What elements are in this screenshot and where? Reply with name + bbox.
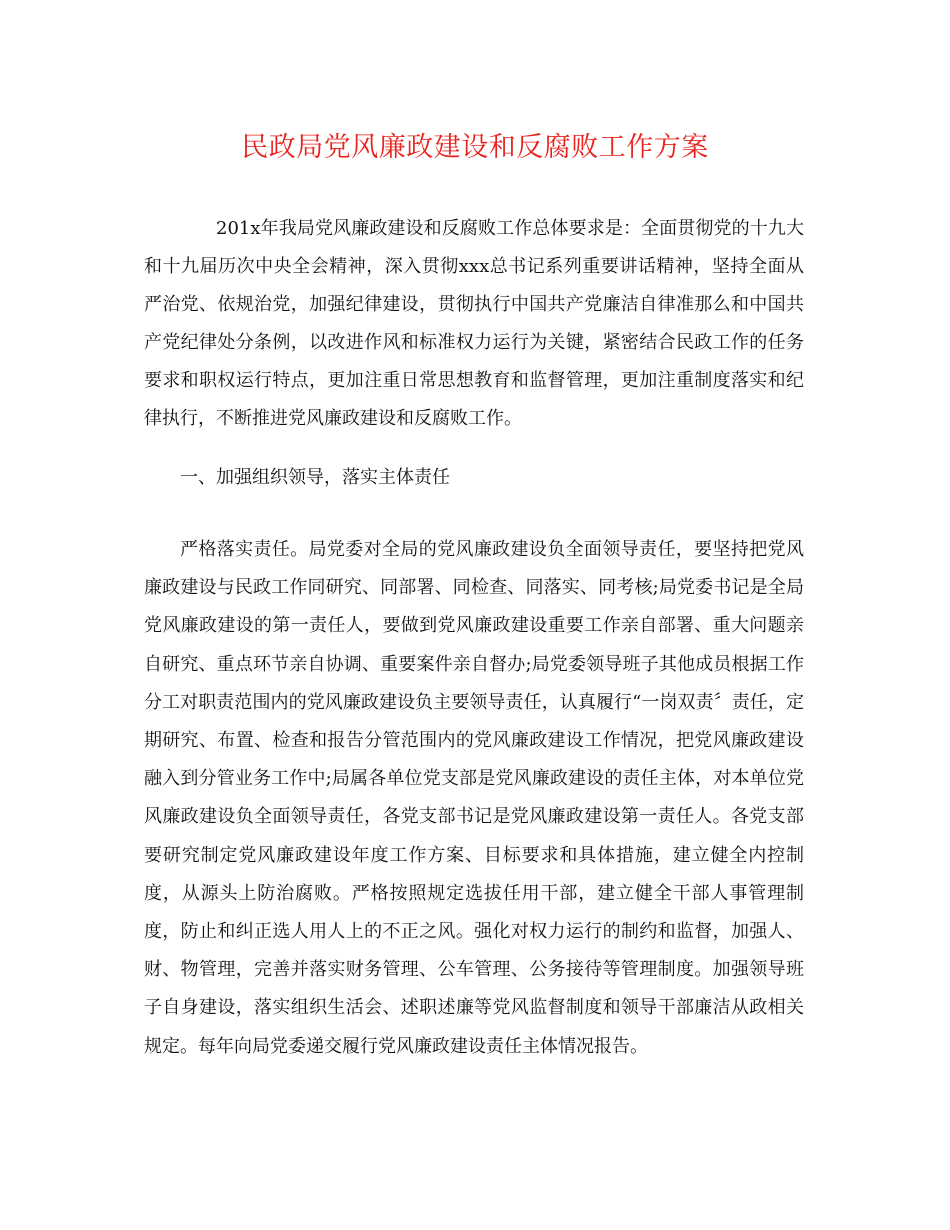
document-title: 民政局党风廉政建设和反腐败工作方案: [241, 132, 709, 163]
intro-paragraph: 201x年我局党风廉政建设和反腐败工作总体要求是：全面贯彻党的十九大和十九届历次中央全会精神，深入贯彻xxx总书记系列重要讲话精神，坚持全面从严治党、依规治党，加强纪律建设，贯彻执行中国共产党廉洁自律准那么和中国共产党纪律处分条例，以改进作风和标准权力运行为关键，紧密结合民政工作的任务要求和职权运行特点，更加注重日常思想教育和监督管理，更加注重制度落实和纪律执行，不断推进党风廉政建设和反腐败工作。: [144, 218, 804, 429]
section-body-paragraph: 严格落实责任。局党委对全局的党风廉政建设负全面领导责任，要坚持把党风廉政建设与民政工作同研究、同部署、同检查、同落实、同考核;局党委书记是全局党风廉政建设的第一责任人，要做到党风廉政建设重要工作亲自部署、重大问题亲自研究、重点环节亲自协调、重要案件亲自督办;局党委领导班子其他成员根据工作分工对职责范围内的党风廉政建设负主要领导责任，认真履行“一岗双责〞责任，定期研究、布置、检查和报告分管范围内的党风廉政建设工作情况，把党风廉政建设融入到分管业务工作中;局属各单位党支部是党风廉政建设的责任主体，对本单位党风廉政建设负全面领导责任，各党支部书记是党风廉政建设第一责任人。各党支部要研究制定党风廉政建设年度工作方案、目标要求和具体措施，建立健全内控制度，从源头上防治腐败。严格按照规定选拔任用干部，建立健全干部人事管理制度，防止和纠正选人用人上的不正之风。强化对权力运行的制约和监督，加强人、财、物管理，完善并落实财务管理、公车管理、公务接待等管理制度。加强领导班子自身建设，落实组织生活会、述职述廉等党风监督制度和领导干部廉洁从政相关规定。每年向局党委递交履行党风廉政建设责任主体情况报告。: [144, 539, 804, 1057]
section-heading: 一、加强组织领导，落实主体责任: [180, 467, 450, 488]
